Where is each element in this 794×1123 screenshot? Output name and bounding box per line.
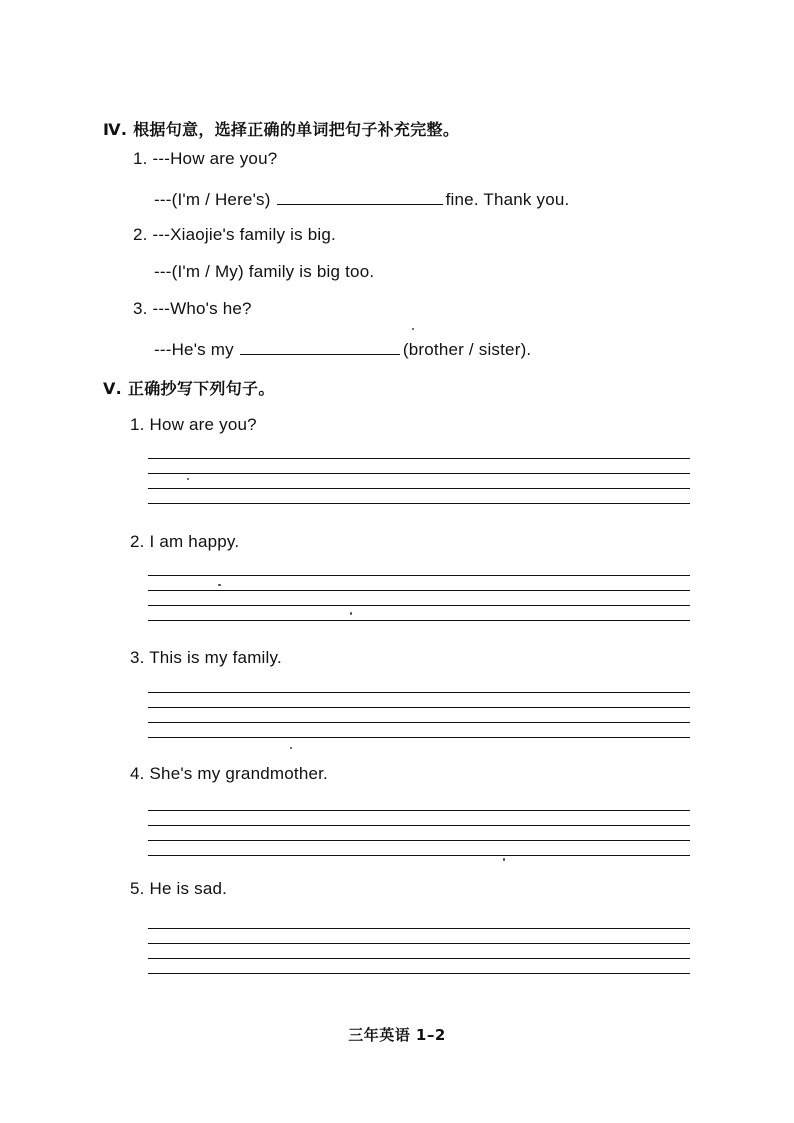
copy-sentence-4: 4. She's my grandmother. — [130, 764, 328, 783]
page-footer: 三年英语 1–2 — [348, 1026, 446, 1044]
writing-rule — [148, 855, 690, 856]
section-4-item-1-answer — [154, 188, 569, 210]
writing-rule — [148, 503, 690, 504]
writing-rule — [148, 590, 690, 591]
section-4-item-3-answer-suffix: (brother / sister). — [402, 340, 532, 359]
section-4-item-3-answer — [154, 338, 531, 360]
writing-lines-5[interactable] — [148, 928, 690, 976]
scan-speck — [187, 478, 189, 480]
writing-rule — [148, 810, 690, 811]
section-4-item-1-question: 1. ---How are you? — [133, 149, 278, 168]
answer-blank-1[interactable] — [277, 188, 443, 205]
copy-sentence-1: 1. How are you? — [130, 415, 257, 434]
section-5-heading: Ⅴ. 正确抄写下列句子。 — [103, 379, 275, 398]
writing-rule — [148, 973, 690, 974]
writing-rule — [148, 825, 690, 826]
scan-speck — [350, 612, 352, 615]
writing-rule — [148, 737, 690, 738]
writing-rule — [148, 928, 690, 929]
writing-rule — [148, 458, 690, 459]
writing-rule — [148, 958, 690, 959]
writing-rule — [148, 692, 690, 693]
writing-rule — [148, 707, 690, 708]
copy-sentence-3: 3. This is my family. — [130, 648, 282, 667]
scan-speck — [503, 858, 505, 861]
copy-sentence-5: 5. He is sad. — [130, 879, 228, 898]
writing-rule — [148, 943, 690, 944]
writing-lines-1[interactable] — [148, 458, 690, 506]
answer-blank-2[interactable] — [240, 338, 400, 355]
writing-lines-3[interactable] — [148, 692, 690, 740]
writing-lines-4[interactable] — [148, 810, 690, 858]
scan-speck — [290, 747, 292, 749]
writing-rule — [148, 473, 690, 474]
section-4-item-3-question: 3. ---Who's he? — [133, 299, 252, 318]
writing-rule — [148, 488, 690, 489]
scan-speck — [412, 328, 414, 330]
section-4-heading: Ⅳ. 根据句意，选择正确的单词把句子补充完整。 — [103, 120, 460, 139]
section-4-item-1-answer-prefix: ---(I'm / Here's) — [154, 190, 271, 209]
writing-rule — [148, 605, 690, 606]
scan-speck — [218, 584, 221, 586]
copy-sentence-2: 2. I am happy. — [130, 532, 240, 551]
section-4-item-3-answer-prefix: ---He's my — [154, 340, 234, 359]
section-4-item-1-answer-suffix: fine. Thank you. — [445, 190, 570, 209]
section-4-item-2-question: 2. ---Xiaojie's family is big. — [133, 225, 336, 244]
writing-rule — [148, 840, 690, 841]
section-4-item-2-answer: ---(I'm / My) family is big too. — [154, 262, 375, 281]
writing-rule — [148, 575, 690, 576]
writing-rule — [148, 620, 690, 621]
writing-rule — [148, 722, 690, 723]
writing-lines-2[interactable] — [148, 575, 690, 623]
